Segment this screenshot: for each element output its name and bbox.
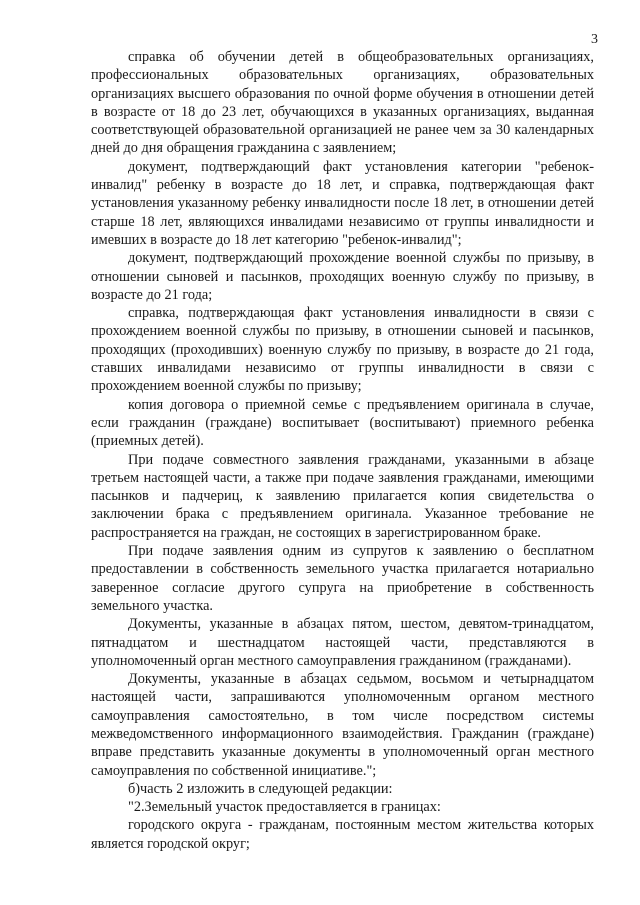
paragraph-urban-district: городского округа - гражданам, постоянным местом жительства которых является городской округ;	[91, 817, 594, 852]
paragraph-land-boundaries: "2.Земельный участок предоставляется в границах:	[128, 799, 441, 816]
paragraph-spouse-consent: При подаче заявления одним из супругов к заявлению о бесплатном предоставлении в собственность земельного участка прилагается нотариально заверенное согласие другого супруга на приобретение в собственность земельного участка.	[91, 543, 594, 614]
paragraph-disability-child: документ, подтверждающий факт установления категории "ребенок-инвалид" ребенку в возрасте до 18 лет, и справка, подтверждающая факт установления указанному ребенку инвалидности после 18 лет, в отношении детей старше 18 лет, являющихся инвалидами независимо от группы инвалидности и имевших в возрасте до 18 лет категорию "ребенок-инвалид";	[91, 158, 594, 248]
paragraph-education-certificate: справка об обучении детей в общеобразовательных организациях, профессиональных образовательных организациях, образовательных организациях высшего образования по очной форме обучения в отношении детей в возрасте от 18 до 23 лет, обучающихся в указанных организациях, выданная соответствующей образовательной организацией не ранее чем за 30 календарных дней до дня обращения гражданина с заявлением;	[91, 49, 594, 157]
paragraph-military-service: документ, подтверждающий прохождение военной службы по призыву, в отношении сыновей и пасынков, проходящих военную службу по призыву, в возрасте до 21 года;	[91, 250, 594, 303]
paragraph-military-disability: справка, подтверждающая факт установления инвалидности в связи с прохождением военной службы по призыву, в отношении сыновей и пасынков, проходящих (проходивших) военную службу по призыву, в возрасте до 21 года, ставших инвалидами независимо от группы инвалидности в связи с прохождением военной службы по призыву;	[91, 305, 594, 395]
paragraph-joint-application: При подаче совместного заявления гражданами, указанными в абзаце третьем настоящей части, а также при подаче заявления гражданами, имеющими пасынков и падчериц, к заявлению прилагается копия свидетельства о заключении брака с предъявлением оригинала. Указанное требование не распространяется на граждан, не состоящих в зарегистрированном браке.	[91, 451, 594, 541]
paragraph-amendment-b: б)часть 2 изложить в следующей редакции:	[128, 780, 393, 797]
paragraph-documents-submitted: Документы, указанные в абзацах пятом, шестом, девятом-тринадцатом, пятнадцатом и шестнадцатом настоящей части, представляются в уполномоченный орган местного самоуправления гражданином (гражданами).	[91, 616, 594, 669]
paragraph-documents-requested: Документы, указанные в абзацах седьмом, восьмом и четырнадцатом настоящей части, запрашиваются уполномоченным органом местного самоуправления самостоятельно, в том числе посредством системы межведомственного информационного взаимодействия. Гражданин (граждане) вправе представить указанные документы в уполномоченный орган местного самоуправления по собственной инициативе.";	[91, 671, 594, 779]
paragraph-foster-family: копия договора о приемной семье с предъявлением оригинала в случае, если гражданин (граждане) воспитывает (воспитывают) приемного ребенка (приемных детей).	[91, 396, 594, 450]
document-body	[91, 48, 594, 853]
page-number: 3	[591, 32, 598, 47]
